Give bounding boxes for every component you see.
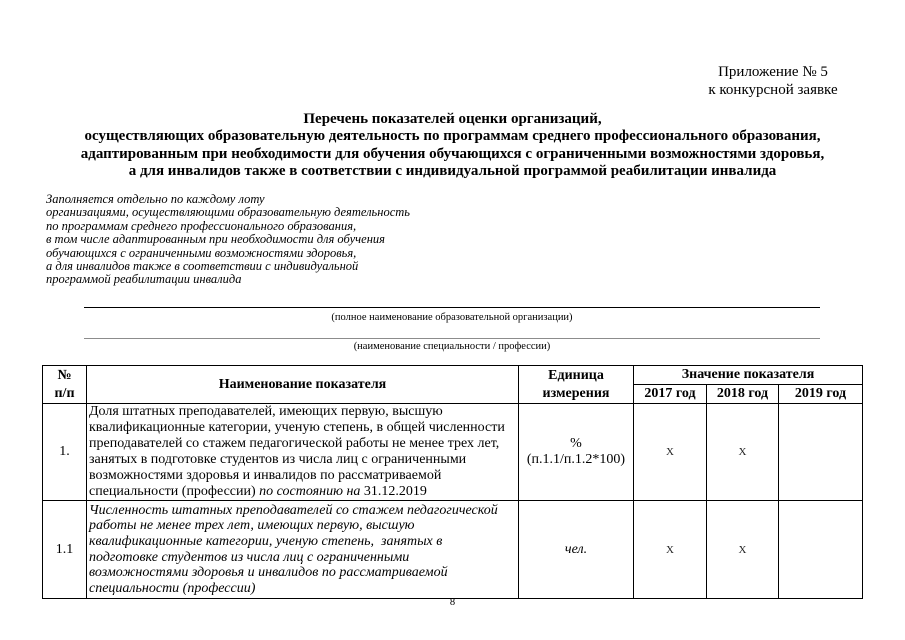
appendix-label: Приложение № 5 (718, 64, 828, 80)
table-row (43, 404, 863, 501)
column-header-number (43, 366, 87, 404)
specialty-name-blank-line (84, 338, 820, 339)
indicator-name-line: Доля штатных преподавателей, имеющих первую, высшую (89, 404, 443, 419)
document-title (0, 111, 905, 181)
column-header-indicator-name: Наименование показателя (87, 366, 519, 404)
indicator-name-line: преподавателей со стажем педагогической работы не менее трех лет, (89, 436, 500, 451)
value-cross-mark: Х (666, 446, 674, 458)
value-cross-mark: Х (738, 446, 747, 458)
row-number: 1. (43, 404, 87, 501)
table-row (43, 501, 863, 599)
unit-line: чел. (564, 541, 588, 557)
column-header-unit (519, 366, 634, 404)
note-line: в том числе адаптированным при необходимости для обучения (46, 232, 385, 247)
indicator-name-line (89, 484, 516, 500)
value-cross-mark: Х (738, 543, 747, 556)
note-line: по программам среднего профессионального образования, (46, 218, 357, 233)
column-header-year-2017: 2017 год (634, 385, 707, 404)
note-line: обучающихся с ограниченными возможностями здоровья, (46, 245, 357, 260)
indicator-name-line: возможностями здоровья и инвалидов по рассматриваемой (89, 565, 448, 581)
note-line: Заполняется отдельно по каждому лоту (46, 192, 265, 206)
title-line: адаптированным при необходимости для обучения обучающихся с ограниченными возможностями здоровья, (80, 145, 825, 162)
column-header-value-group: Значение показателя (634, 366, 863, 385)
organization-name-caption: (полное наименование образовательной организации) (331, 312, 573, 323)
appendix-reference (693, 63, 853, 99)
note-line: организациями, осуществляющими образовательную деятельность (46, 205, 410, 220)
indicators-table (42, 365, 863, 599)
value-2017 (634, 404, 707, 501)
note-line: программой реабилитации инвалида (46, 272, 242, 287)
indicator-name-line: квалификационные категории, ученую степень, в общей численности (89, 420, 505, 435)
unit-of-measure (519, 404, 634, 501)
header-number-abbr: п/п (54, 385, 75, 401)
header-unit-line: Единица (548, 367, 604, 383)
value-cross-mark: Х (666, 543, 674, 556)
header-number-sign: № (57, 367, 72, 383)
note-line: а для инвалидов также в соответствии с индивидуальной (46, 259, 359, 274)
fill-instructions-note (46, 193, 410, 287)
indicator-name-line: работы не менее трех лет, имеющих первую, высшую (89, 518, 415, 534)
indicator-name (87, 404, 519, 501)
title-line: а для инвалидов также в соответствии с индивидуальной программой реабилитации инвалида (128, 163, 777, 180)
indicator-name-line: подготовке студентов из числа лиц с ограниченными (89, 549, 410, 565)
unit-line: % (570, 436, 582, 451)
organization-name-blank-line (84, 307, 820, 308)
value-2017 (634, 501, 707, 599)
indicator-name-tail: специальности (профессии) (89, 484, 256, 499)
title-line: Перечень показателей оценки организаций, (303, 111, 602, 127)
indicator-name-line: Численность штатных преподавателей со стажем педагогической (89, 502, 498, 518)
as-of-label: по состоянию на (259, 484, 361, 499)
value-2019 (779, 501, 863, 599)
column-header-year-2018: 2018 год (707, 385, 779, 404)
title-line: осуществляющих образовательную деятельность по программам среднего профессионального образования, (84, 128, 821, 145)
page-number: 8 (449, 597, 456, 608)
value-2018 (707, 404, 779, 501)
column-header-year-2019: 2019 год (779, 385, 863, 404)
header-unit-line: измерения (542, 385, 610, 401)
indicator-name (87, 501, 519, 599)
row-number: 1.1 (43, 501, 87, 599)
indicator-name-line: занятых в подготовке студентов из числа лиц с ограниченными (89, 452, 467, 467)
indicator-name-line: квалификационные категории, ученую степень, занятых в (89, 533, 443, 549)
value-2018 (707, 501, 779, 599)
appendix-target: к конкурсной заявке (708, 82, 838, 98)
table-header-row (43, 366, 863, 385)
unit-line: (п.1.1/п.1.2*100) (526, 452, 626, 467)
specialty-name-caption: (наименование специальности / профессии) (353, 341, 551, 352)
indicator-name-line: специальности (профессии) (89, 580, 256, 596)
value-2019 (779, 404, 863, 501)
unit-of-measure (519, 501, 634, 599)
indicator-name-line: возможностями здоровья и инвалидов по рассматриваемой (89, 468, 442, 483)
as-of-date: 31.12.2019 (363, 484, 427, 499)
